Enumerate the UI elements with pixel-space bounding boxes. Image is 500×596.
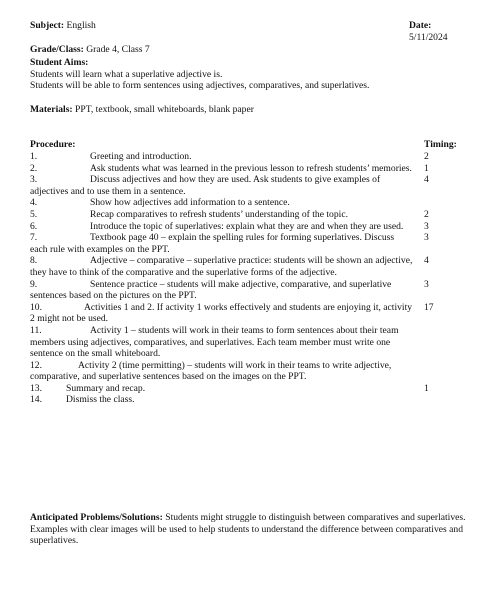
aims-label: Student Aims:	[30, 57, 89, 68]
step-number: 9.	[30, 278, 38, 290]
step-number: 3.	[30, 174, 38, 186]
problems-text: Students might struggle to distinguish between comparatives and superlatives.	[165, 512, 466, 523]
step-text: Dismiss the class.	[66, 394, 135, 406]
aim-line: Students will be able to form sentences using adjectives, comparatives, and superlatives.	[30, 80, 370, 92]
step-text: Introduce the topic of superlatives: explain what they are and when they are used.	[90, 220, 404, 232]
grade-line	[30, 44, 150, 56]
step-time: 3	[424, 278, 429, 290]
step-number: 11.	[30, 324, 42, 336]
procedure-step	[30, 151, 470, 163]
procedure-steps	[30, 151, 470, 406]
aim-line: Students will learn what a superlative adjective is.	[30, 68, 223, 80]
timing-heading: Timing:	[424, 139, 457, 150]
student-aims	[30, 57, 470, 92]
anticipated-problems	[30, 512, 470, 547]
materials-value: PPT, textbook, small whiteboards, blank paper	[75, 104, 254, 115]
procedure-step	[30, 255, 470, 278]
step-number: 2.	[30, 162, 38, 174]
step-text: Adjective – comparative – superlative practice: students will be shown an adjective, they have to think of the comparative and the superlative forms of the adjective.	[30, 255, 413, 278]
step-number: 7.	[30, 232, 38, 244]
procedure-step	[30, 163, 470, 175]
step-text: Discuss adjectives and how they are used. Ask students to give examples of adjectives and to use them in a sentence.	[30, 174, 381, 197]
step-time: 2	[424, 151, 429, 162]
step-text: Greeting and introduction.	[90, 151, 192, 162]
step-text: Textbook page 40 – explain the spelling rules for forming superlatives. Discuss each rule with examples on the PPT.	[30, 232, 395, 255]
step-number: 10.	[30, 301, 42, 313]
step-text: Summary and recap.	[66, 382, 146, 394]
procedure-step	[30, 197, 470, 209]
step-number: 1.	[30, 151, 38, 162]
step-time: 4	[424, 174, 429, 186]
date-value: 5/11/2024	[409, 31, 448, 43]
step-text: Sentence practice – students will make adjective, comparative, and superlative sentences based on the pictures on the PPT.	[30, 278, 392, 302]
solutions-text: Examples with clear images will be used to help students to understand the difference between comparatives and superlatives.	[30, 523, 464, 547]
grade-value: Grade 4, Class 7	[86, 44, 150, 55]
step-number: 4.	[30, 197, 38, 209]
procedure-step	[30, 232, 470, 255]
step-text: Activities 1 and 2. If activity 1 works effectively and students are enjoying it, activity 2 might not be used.	[30, 301, 413, 325]
date-label: Date:	[409, 20, 432, 31]
subject-label: Subject:	[30, 20, 65, 31]
step-time: 1	[424, 382, 429, 394]
step-number: 14.	[30, 394, 42, 406]
step-text: Ask students what was learned in the previous lesson to refresh students’ memories.	[90, 162, 412, 174]
step-time: 3	[424, 232, 429, 244]
step-text: Recap comparatives to refresh students’ understanding of the topic.	[90, 208, 348, 220]
problems-label: Anticipated Problems/Solutions:	[30, 512, 163, 523]
subject-line	[30, 20, 96, 32]
procedure-step	[30, 383, 470, 395]
step-number: 13.	[30, 382, 42, 394]
materials-label: Materials:	[30, 104, 73, 115]
procedure-step	[30, 302, 470, 325]
procedure-step	[30, 174, 470, 197]
procedure-step	[30, 394, 470, 406]
step-time: 4	[424, 255, 429, 267]
step-time: 3	[424, 220, 429, 232]
date-block	[409, 20, 469, 43]
procedure-heading: Procedure:	[30, 139, 76, 150]
materials-line	[30, 104, 254, 116]
step-number: 12.	[30, 359, 42, 371]
step-time: 2	[424, 208, 429, 220]
procedure-step	[30, 221, 470, 233]
step-time: 1	[424, 162, 429, 174]
subject-value: English	[66, 20, 96, 31]
procedure-step	[30, 209, 470, 221]
step-text: Show how adjectives add information to a sentence.	[90, 197, 290, 209]
procedure-step	[30, 279, 470, 302]
step-text: Activity 1 – students will work in their teams to form sentences about their team members using adjectives, comparatives, and superlatives. Each team member must write one sentence on the small whiteboard.	[30, 324, 399, 360]
step-text: Activity 2 (time permitting) – students will work in their teams to write adjective, comparative, and superlative sentences based on the images on the PPT.	[30, 359, 392, 383]
step-number: 6.	[30, 220, 38, 232]
procedure-step	[30, 360, 470, 383]
grade-label: Grade/Class:	[30, 44, 84, 55]
step-number: 8.	[30, 255, 38, 267]
step-number: 5.	[30, 208, 38, 220]
step-time: 17	[424, 301, 434, 313]
procedure-step	[30, 325, 470, 360]
